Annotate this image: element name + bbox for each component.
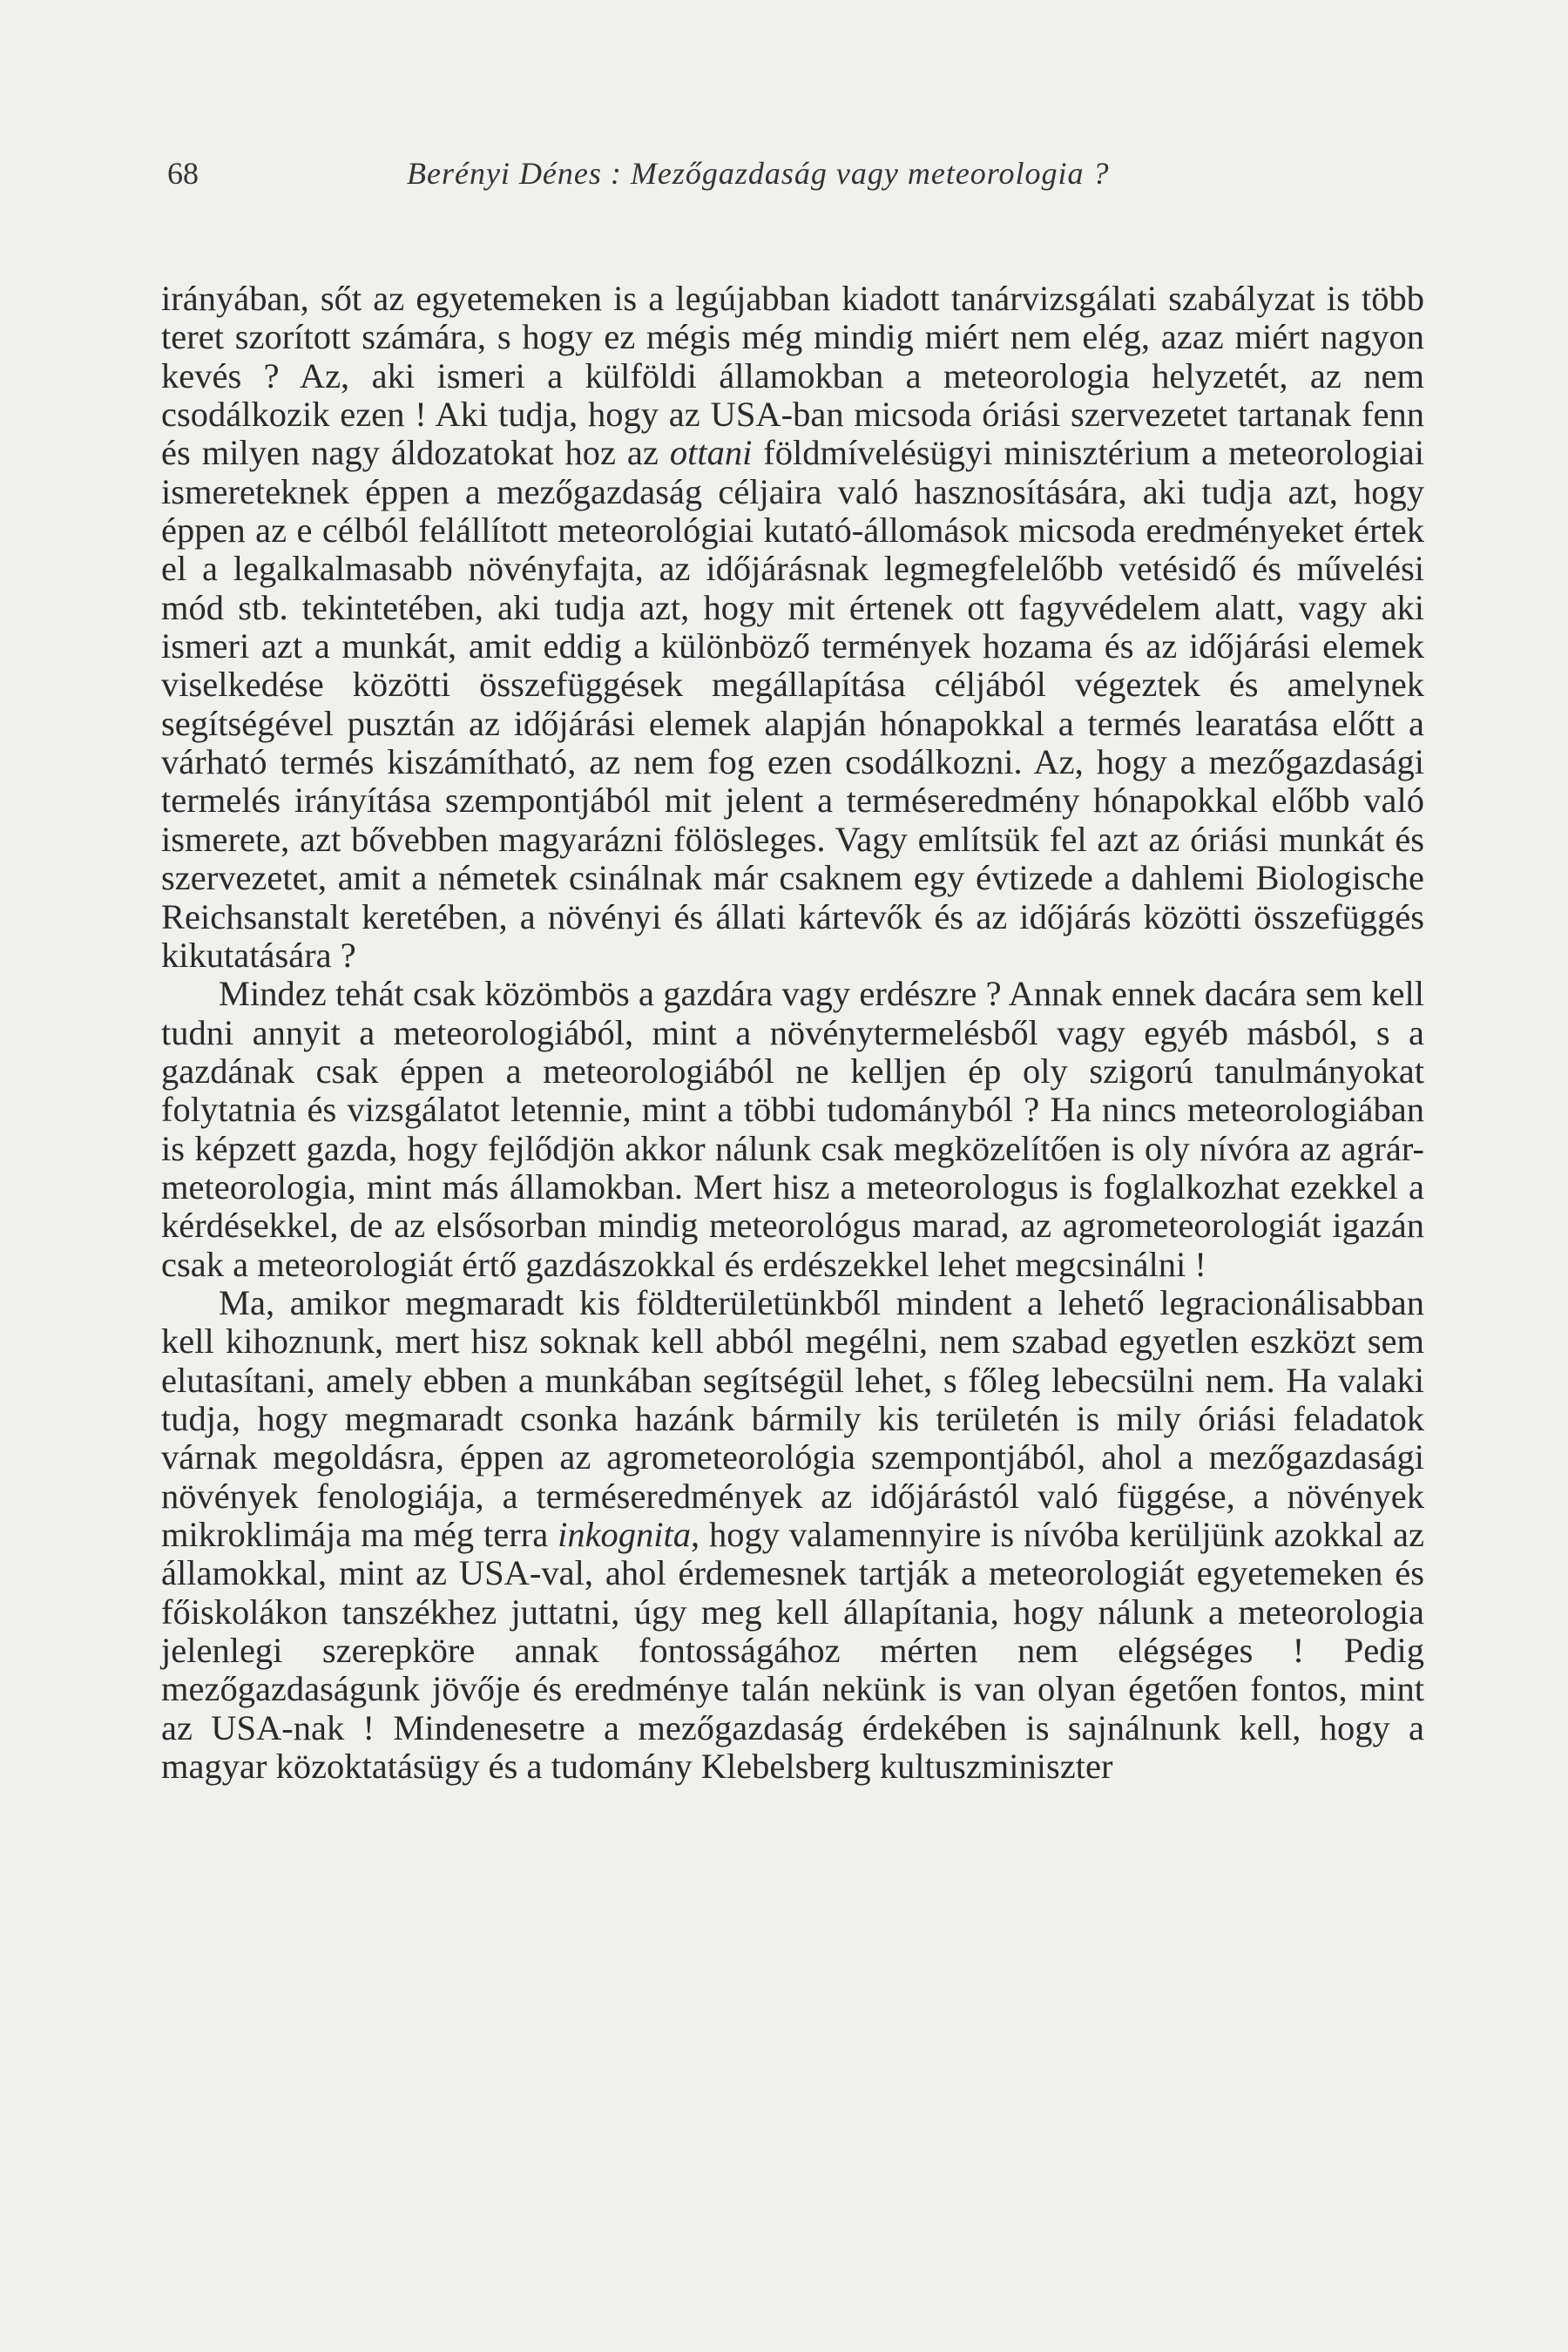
paragraph-2 [161, 975, 1424, 1284]
paragraph-3 [161, 1284, 1424, 1786]
italic-term: inkognita [558, 1515, 692, 1554]
text-segment: földmívelésügyi minisztérium a meteorologiai ismereteknek éppen a mezőgazdaság céljaira való hasznosítására, aki tudja azt, hogy éppen az e célból felállított meteorológiai kutató-állomások micsoda eredményeket értek el a legalkalmasabb növényfajta, az időjárásnak legmegfelelőbb vetésidő és művelési mód stb. tekintetében, aki tudja azt, hogy mit értenek ott fagyvédelem alatt, vagy aki ismeri azt a munkát, amit eddig a különböző termények hozama és az időjárási elemek viselkedése közötti összefüggések megállapítása céljából végeztek és amelynek segítségével pusztán az időjárási elemek alapján hónapokkal a termés learatása előtt a várható termés kiszámítható, az nem fog ezen csodálkozni. Az, hogy a mezőgazdasági termelés irányítása szempontjából mit jelent a terméseredmény hónapokkal előbb való ismerete, azt bővebben magyarázni fölösleges. Vagy említsük fel azt az óriási munkát és szervezetet, amit a németek csinálnak már csaknem egy évtizede a dahlemi Biologische Reichsanstalt keretében, a növényi és állati kártevők és az időjárás közötti összefüggés kikutatására ? [161, 433, 1424, 975]
body-text [161, 280, 1424, 1786]
running-head: Berényi Dénes : Mezőgazdaság vagy meteorologia ? [407, 156, 1110, 191]
page-header [167, 155, 1422, 207]
page-number: 68 [167, 156, 199, 191]
paragraph-1 [161, 280, 1424, 975]
text-segment: , hogy valamennyire is nívóba kerüljünk azokkal az államokkal, mint az USA-val, ahol érdemesnek tartják a meteorologiát egyetemeken és főiskolákon tanszékhez juttatni, úgy meg kell állapítania, hogy nálunk a meteorologia jelenlegi szerepköre annak fontosságához mérten nem elégséges ! Pedig mezőgazdaságunk jövője és eredménye talán nekünk is van olyan égetően fontos, mint az USA-nak ! Mindenesetre a mezőgazdaság érdekében is sajnálnunk kell, hogy a magyar közoktatásügy és a tudomány Klebelsberg kultuszminiszter [161, 1515, 1424, 1787]
text-segment: irányában, sőt az egyetemeken is a legújabban kiadott tanárvizsgálati szabályzat is több teret szorított számára, s hogy ez mégis még mindig miért nem elég, azaz miért nagyon kevés ? Az, aki ismeri a külföldi államokban a meteorologia helyzetét, az nem csodálkozik ezen ! Aki tudja, hogy az USA-ban micsoda óriási szervezetet tartanak fenn és milyen nagy áldozatokat hoz az [161, 279, 1424, 473]
text-segment: Ma, amikor megmaradt kis földterületünkből mindent a lehető legracionálisabban kell kihoznunk, mert hisz soknak kell abból megélni, nem szabad egyetlen eszközt sem elutasítani, amely ebben a munkában segítségül lehet, s főleg lebecsülni nem. Ha valaki tudja, hogy megmaradt csonka hazánk bármily kis területén is mily óriási feladatok várnak megoldásra, éppen az agrometeorológia szempontjából, ahol a mezőgazdasági növények fenologiája, a terméseredmények az időjárástól való függése, a növények mikroklimája ma még terra [161, 1282, 1424, 1554]
text-segment: Mindez tehát csak közömbös a gazdára vagy erdészre ? Annak ennek dacára sem kell tudni annyit a meteorologiából, mint a növénytermelésből vagy egyéb másból, s a gazdának csak éppen a meteorologiából ne kelljen ép oly szigorú tanulmányokat folytatnia és vizsgálatot letennie, mint a többi tudományból ? Ha nincs meteorologiában is képzett gazda, hogy fejlődjön akkor nálunk csak megközelítően is oly nívóra az agrár-meteorologia, mint más államokban. Mert hisz a meteorologus is foglalkozhat ezekkel a kérdésekkel, de az elsősorban mindig meteorológus marad, az agrometeorologiát igazán csak a meteorologiát értő gazdászokkal és erdészekkel lehet megcsinálni ! [161, 974, 1424, 1284]
italic-term: ottani [669, 433, 753, 473]
